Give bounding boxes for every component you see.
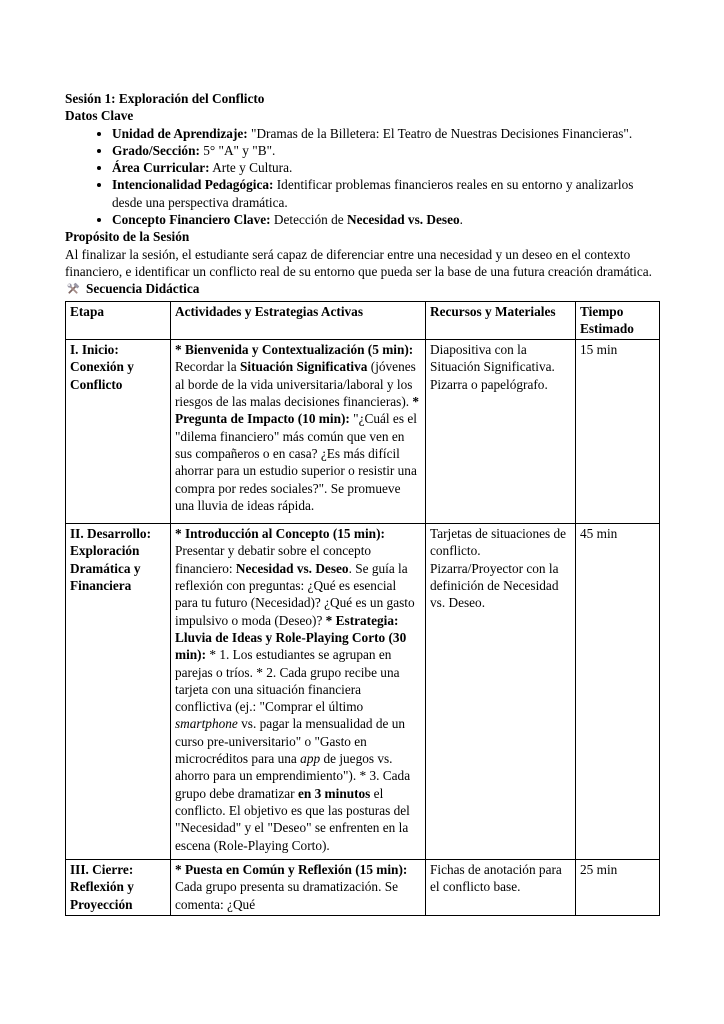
column-header-actividades: Actividades y Estrategias Activas xyxy=(171,301,426,340)
proposito-heading: Propósito de la Sesión xyxy=(65,229,190,245)
list-item: • Intencionalidad Pedagógica: Identificar problemas financieros reales en su entorno y analizarlos desde una perspectiva dramática. xyxy=(112,176,659,211)
tiempo-cell: 45 min xyxy=(576,524,660,860)
column-header-recursos: Recursos y Materiales xyxy=(426,301,576,340)
actividades-cell: * Bienvenida y Contextualización (5 min): Recordar la Situación Significativa (jóvenes al borde de la vida universitaria/laboral y los riesgos de las malas decisiones financieras). * Pregunta de Impacto (10 min): "¿Cuál es el "dilema financiero" más común que ven en sus compañeros o en casa? ¿Es más difícil ahorrar para un estudio superior o resistir una compra por redes sociales?". Se promueve una lluvia de ideas rápida. xyxy=(171,340,426,524)
etapa-cell: II. Desarrollo: Exploración Dramática y Financiera xyxy=(66,524,171,860)
list-item: • Unidad de Aprendizaje: "Dramas de la Billetera: El Teatro de Nuestras Decisiones Financieras". xyxy=(112,125,659,142)
list-item: • Área Curricular: Arte y Cultura. xyxy=(112,159,659,176)
secuencia-heading: Secuencia Didáctica xyxy=(86,281,200,297)
list-item: • Concepto Financiero Clave: Detección de Necesidad vs. Deseo. xyxy=(112,211,659,228)
table-row xyxy=(66,524,660,860)
datos-clave-list xyxy=(65,125,659,229)
column-header-etapa: Etapa xyxy=(66,301,171,340)
recursos-cell: Diapositiva con la Situación Significativa. Pizarra o papelógrafo. xyxy=(426,340,576,524)
tiempo-cell: 25 min xyxy=(576,860,660,916)
hammer-and-wrench-icon xyxy=(65,281,81,297)
proposito-text: Al finalizar la sesión, el estudiante será capaz de diferenciar entre una necesidad y un deseo en el contexto financiero, e identificar un conflicto real de su entorno que pueda ser la base de una futura creación dramática. xyxy=(65,246,653,279)
table-row xyxy=(66,340,660,524)
actividades-cell: * Puesta en Común y Reflexión (15 min): Cada grupo presenta su dramatización. Se comenta: ¿Qué xyxy=(171,860,426,916)
table-header-row xyxy=(66,301,660,340)
session-title: Sesión 1: Exploración del Conflicto xyxy=(65,91,265,106)
etapa-cell: I. Inicio: Conexión y Conflicto xyxy=(66,340,171,524)
actividades-cell: * Introducción al Concepto (15 min): Presentar y debatir sobre el concepto financiero: Necesidad vs. Deseo. Se guía la reflexión con preguntas: ¿Qué es esencial para tu futuro (Necesidad)? ¿Qué es un gasto impulsivo o moda (Deseo)? * Estrategia: Lluvia de Ideas y Role-Playing Corto (30 min): * 1. Los estudiantes se agrupan en parejas o tríos. * 2. Cada grupo recibe una tarjeta con una situación financiera conflictiva (ej.: "Comprar el último smartphone vs. pagar la mensualidad de un curso pre-universitario" o "Gasto en microcréditos para una app de juegos vs. ahorro para un emprendimiento"). * 3. Cada grupo debe dramatizar en 3 minutos el conflicto. El objetivo es que las posturas del "Necesidad" y el "Deseo" se enfrenten en la escena (Role-Playing Corto). xyxy=(171,524,426,860)
tiempo-cell: 15 min xyxy=(576,340,660,524)
table-row xyxy=(66,860,660,916)
secuencia-table xyxy=(65,301,660,916)
list-item: • Grado/Sección: 5° "A" y "B". xyxy=(112,142,659,159)
recursos-cell: Tarjetas de situaciones de conflicto. Pizarra/Proyector con la definición de Necesidad vs. Deseo. xyxy=(426,524,576,860)
column-header-tiempo: Tiempo Estimado xyxy=(576,301,660,340)
etapa-cell: III. Cierre: Reflexión y Proyección xyxy=(66,860,171,916)
recursos-cell: Fichas de anotación para el conflicto base. xyxy=(426,860,576,916)
secuencia-heading-line xyxy=(65,280,659,297)
datos-clave-heading: Datos Clave xyxy=(65,108,134,124)
